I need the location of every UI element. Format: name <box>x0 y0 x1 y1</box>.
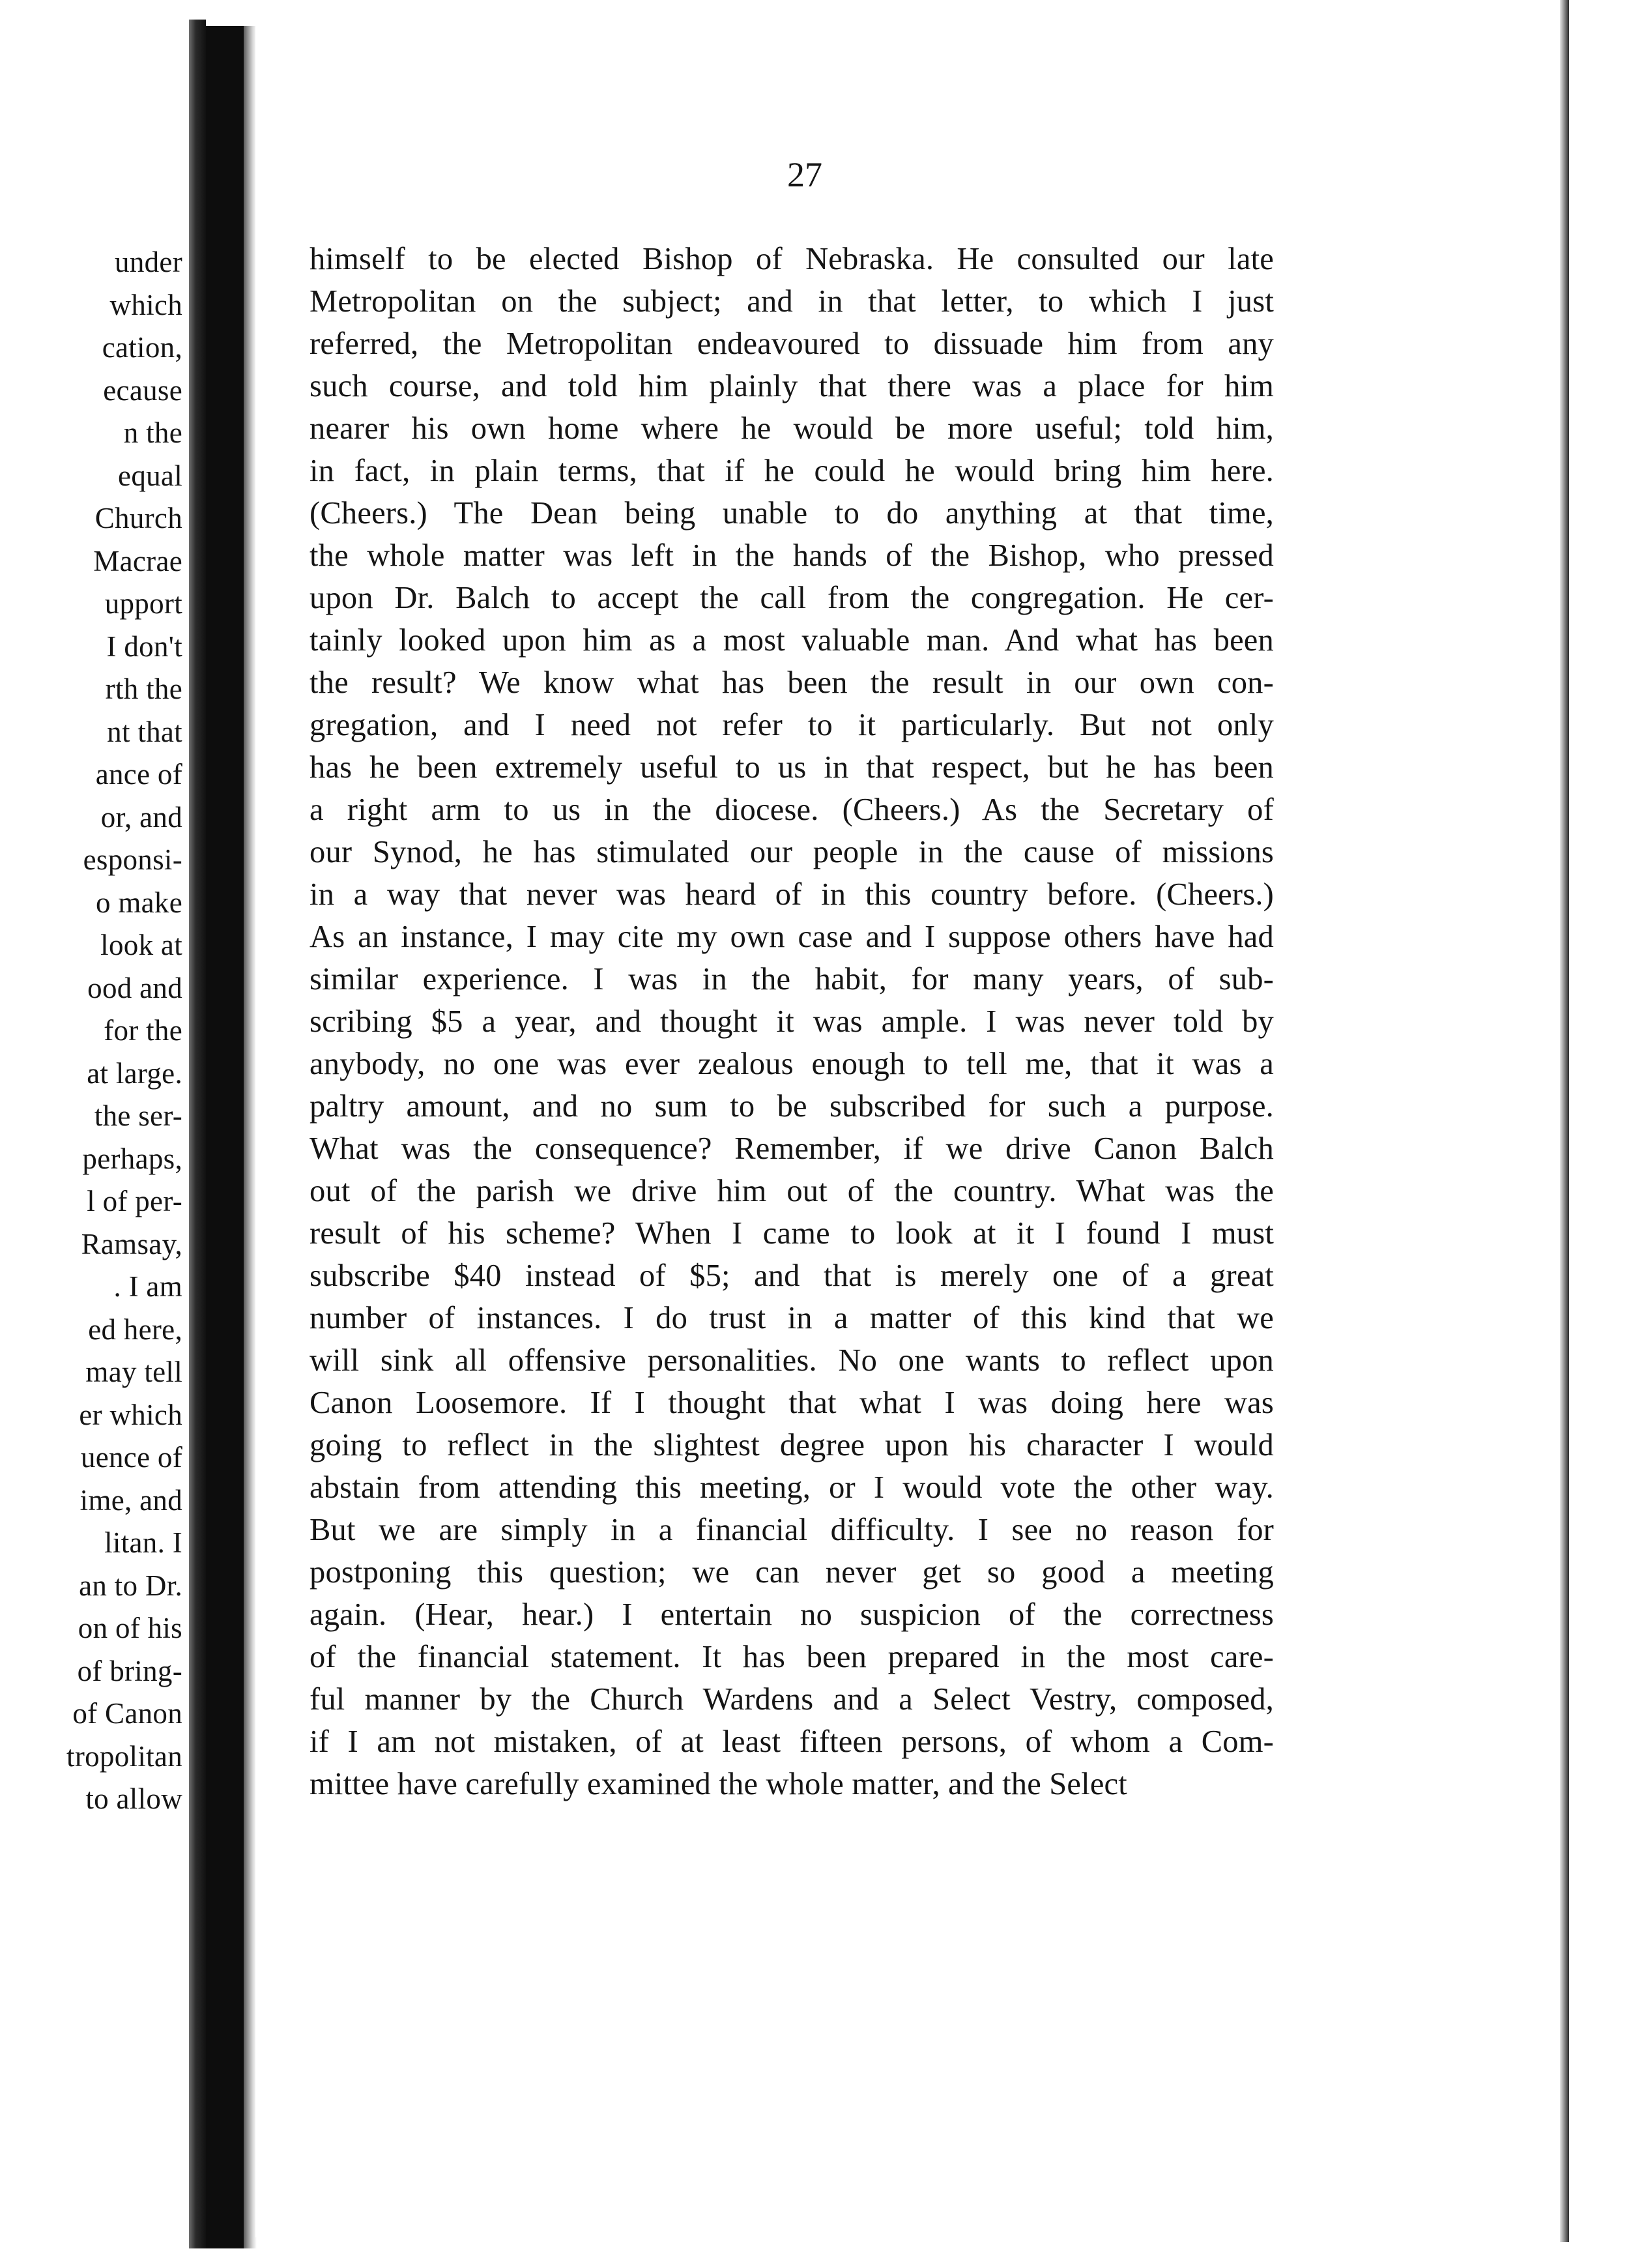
left-page-line: l of per- <box>87 1185 182 1217</box>
left-page-line: an to Dr. <box>79 1569 182 1602</box>
body-line: Metropolitan on the subject; and in that letter, to which I just <box>310 284 1274 319</box>
body-line: What was the consequence? Remember, if we drive Canon Balch <box>310 1131 1274 1166</box>
left-page-line: nt that <box>107 715 182 748</box>
left-page-line: esponsi- <box>83 843 182 876</box>
body-line: scribing $5 a year, and thought it was ample. I was never told by <box>310 1004 1274 1039</box>
body-line: a right arm to us in the diocese. (Cheers.) As the Secretary of <box>310 792 1274 827</box>
body-line: But we are simply in a financial difficulty. I see no reason for <box>310 1513 1274 1547</box>
body-line: of the financial statement. It has been prepared in the most care- <box>310 1640 1274 1674</box>
body-line: anybody, no one was ever zealous enough to tell me, that it was a <box>310 1047 1274 1081</box>
body-line: postponing this question; we can never get so good a meeting <box>310 1555 1274 1590</box>
body-line: if I am not mistaken, of at least fifteen persons, of whom a Com- <box>310 1724 1274 1759</box>
body-line: subscribe $40 instead of $5; and that is merely one of a great <box>310 1258 1274 1293</box>
left-page-line: to allow <box>85 1782 182 1815</box>
left-facing-page <box>0 0 189 2242</box>
left-page-line: I don't <box>106 630 182 663</box>
body-line: upon Dr. Balch to accept the call from the congregation. He cer- <box>310 581 1274 615</box>
body-line: going to reflect in the slightest degree upon his character I would <box>310 1428 1274 1462</box>
left-page-line: o make <box>96 886 182 919</box>
body-line: referred, the Metropolitan endeavoured to dissuade him from any <box>310 327 1274 361</box>
body-line: in a way that never was heard of in this country before. (Cheers.) <box>310 877 1274 912</box>
body-line: has he been extremely useful to us in that respect, but he has been <box>310 750 1274 785</box>
left-page-line: ed here, <box>88 1313 182 1346</box>
left-page-line: upport <box>104 587 182 620</box>
left-page-line: the ser- <box>94 1099 182 1132</box>
left-page-line: of bring- <box>77 1654 182 1687</box>
left-page-line: of Canon <box>72 1697 182 1730</box>
body-line: paltry amount, and no sum to be subscribed for such a purpose. <box>310 1089 1274 1124</box>
left-page-line: ance of <box>95 758 182 791</box>
left-page-line: uence of <box>80 1441 182 1474</box>
left-page-line: n the <box>123 416 182 449</box>
body-line: As an instance, I may cite my own case and I suppose others have had <box>310 920 1274 954</box>
left-page-line: perhaps, <box>82 1142 182 1175</box>
left-page-line: may tell <box>85 1356 182 1388</box>
body-line: number of instances. I do trust in a matter of this kind that we <box>310 1301 1274 1335</box>
left-page-line: equal <box>118 459 182 492</box>
body-line: result of his scheme? When I came to look at it I found I must <box>310 1216 1274 1251</box>
body-line: abstain from attending this meeting, or I would vote the other way. <box>310 1470 1274 1505</box>
left-page-line: rth the <box>105 673 182 705</box>
left-page-line: ecause <box>103 373 182 407</box>
left-page-line: at large. <box>87 1056 182 1090</box>
page-right-edge <box>1560 0 1569 2242</box>
left-page-line: on of his <box>78 1612 182 1644</box>
left-page-line: ime, and <box>79 1483 182 1517</box>
left-page-text-fragments <box>0 241 182 1821</box>
body-line: tainly looked upon him as a most valuable man. And what has been <box>310 623 1274 658</box>
body-line: again. (Hear, hear.) I entertain no suspicion of the correctness <box>310 1597 1274 1632</box>
page-number: 27 <box>787 155 822 194</box>
left-page-line: tropolitan <box>66 1739 182 1773</box>
left-page-line: under <box>115 246 182 278</box>
body-line: (Cheers.) The Dean being unable to do anything at that time, <box>310 496 1274 531</box>
left-page-line: . I am <box>113 1270 182 1303</box>
body-line: will sink all offensive personalities. No one wants to reflect upon <box>310 1343 1274 1378</box>
body-line: gregation, and I need not refer to it particularly. But not only <box>310 708 1274 742</box>
left-page-line: ood and <box>87 971 182 1004</box>
body-text <box>310 238 1274 1805</box>
left-page-line: for the <box>104 1014 182 1047</box>
body-line: such course, and told him plainly that there was a place for him <box>310 369 1274 403</box>
body-line: the result? We know what has been the result in our own con- <box>310 665 1274 700</box>
gutter-edge <box>244 26 257 2248</box>
left-page-line: look at <box>100 929 182 961</box>
book-gutter <box>206 26 244 2248</box>
body-line: similar experience. I was in the habit, for many years, of sub- <box>310 962 1274 996</box>
left-page-line: which <box>109 288 182 321</box>
body-line: ful manner by the Church Wardens and a Select Vestry, composed, <box>310 1682 1274 1717</box>
left-page-line: Ramsay, <box>81 1227 182 1260</box>
body-line: out of the parish we drive him out of the country. What was the <box>310 1174 1274 1208</box>
body-line: nearer his own home where he would be more useful; told him, <box>310 411 1274 446</box>
body-line: himself to be elected Bishop of Nebraska. He consulted our late <box>310 242 1274 276</box>
body-line: in fact, in plain terms, that if he could he would bring him here. <box>310 454 1274 488</box>
left-page-line: Church <box>94 502 182 534</box>
left-page-line: Macrae <box>93 544 182 577</box>
body-line: Canon Loosemore. If I thought that what I was doing here was <box>310 1386 1274 1420</box>
body-line: the whole matter was left in the hands of the Bishop, who pressed <box>310 538 1274 573</box>
body-line: our Synod, he has stimulated our people in the cause of missions <box>310 835 1274 869</box>
left-page-line: er which <box>79 1398 182 1431</box>
left-page-line: litan. I <box>104 1526 182 1559</box>
body-line: mittee have carefully examined the whole matter, and the Select <box>310 1767 1127 1801</box>
gutter-shadow <box>189 20 206 2248</box>
left-page-line: or, and <box>100 800 182 834</box>
left-page-line: cation, <box>102 331 182 364</box>
